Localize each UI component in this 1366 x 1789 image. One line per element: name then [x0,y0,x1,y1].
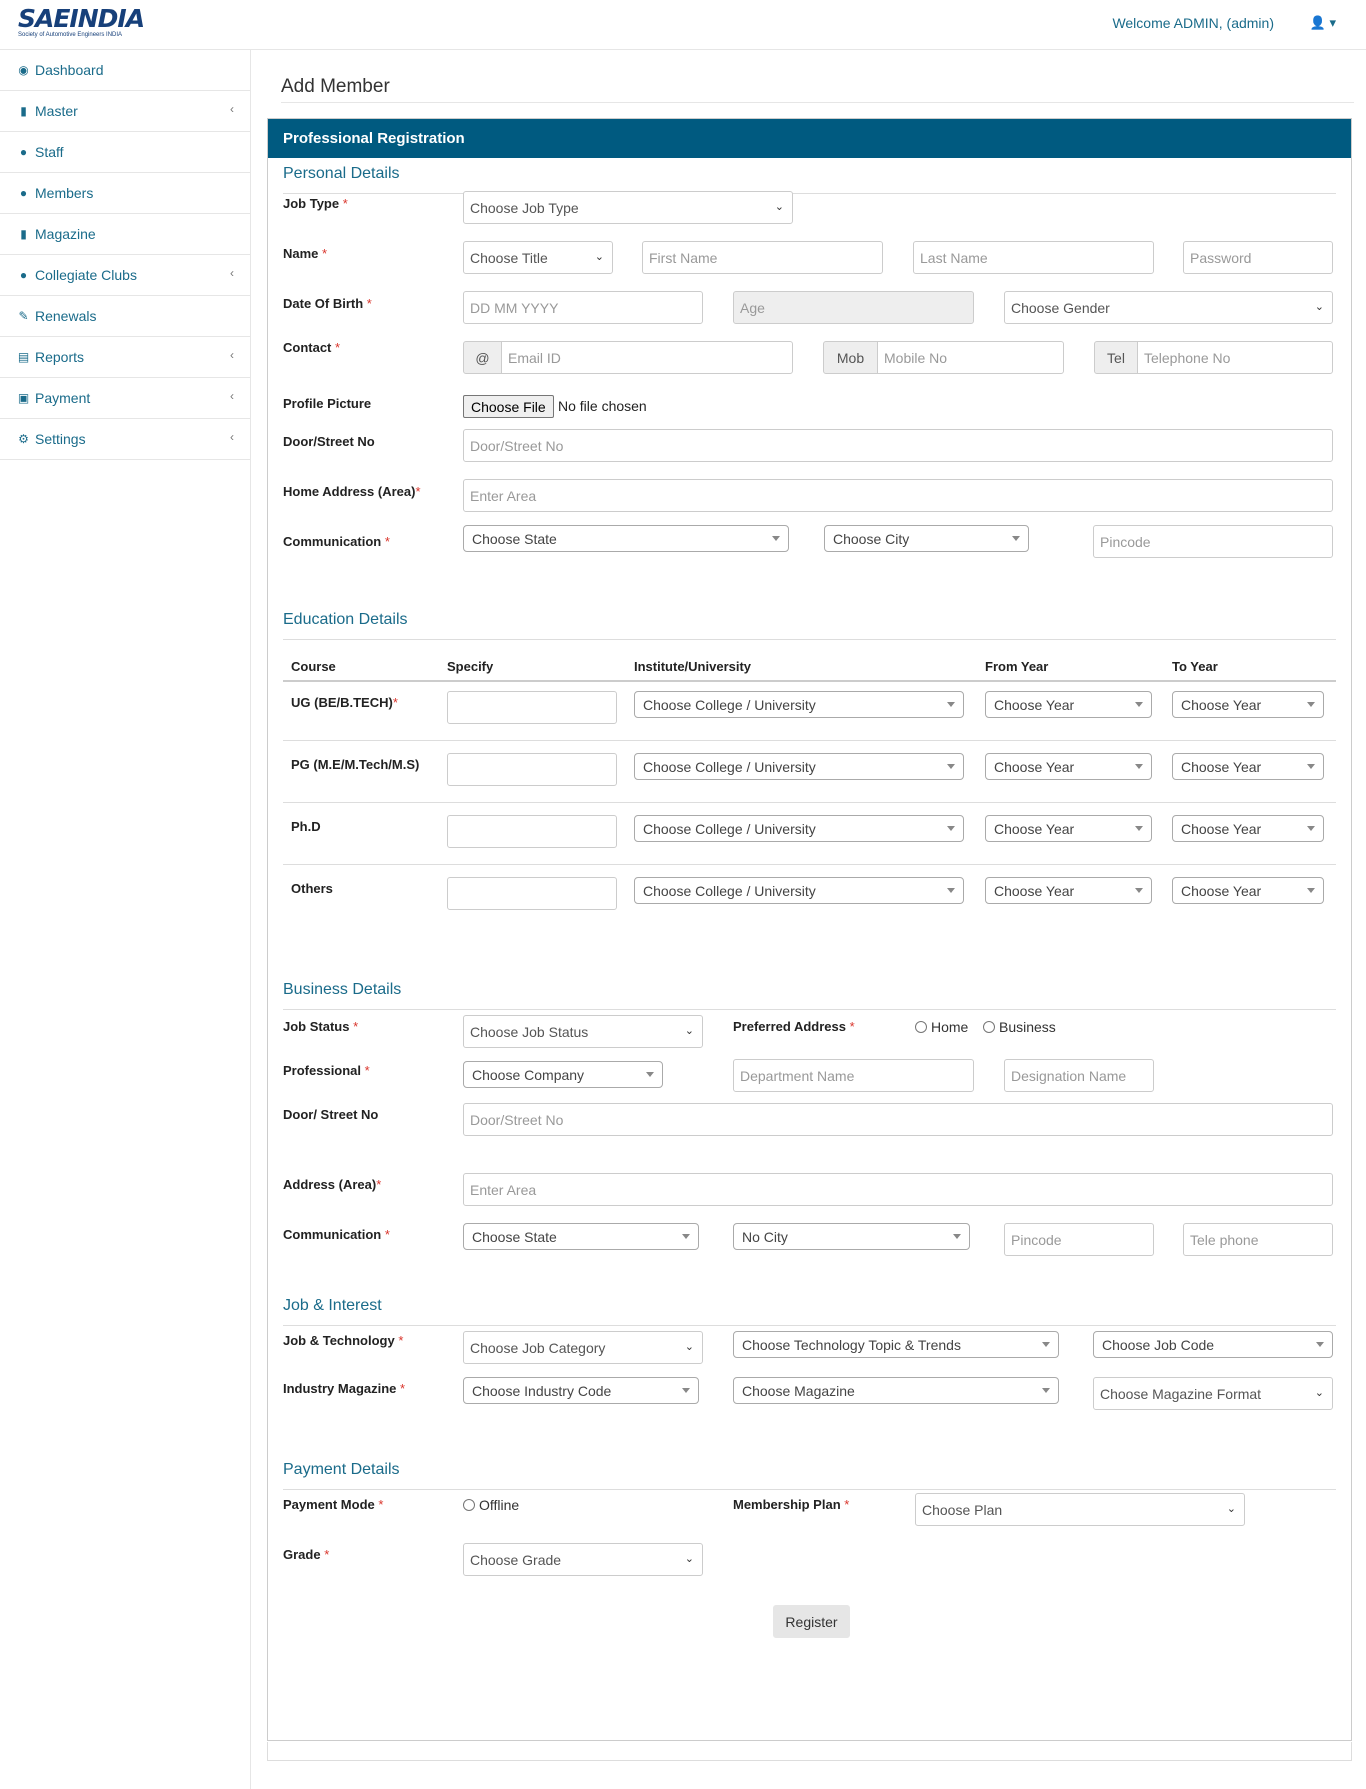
section-divider [283,193,1336,194]
title-divider [281,102,1354,103]
section-divider [283,639,1336,640]
no-file-text: No file chosen [558,398,647,414]
select-value: Choose Technology Topic & Trends [742,1336,961,1353]
required-mark: * [849,1019,855,1034]
dropdown-arrow-icon [682,1234,690,1239]
col-specify: Specify [447,659,494,674]
job-type-select[interactable] [463,191,793,224]
required-mark: * [364,1063,370,1078]
dropdown-arrow-icon [772,536,780,541]
dropdown-arrow-icon [1307,764,1315,769]
chevron-down-icon: ⌄ [684,1553,694,1565]
sidebar-item-label: Master [35,103,78,119]
mobile-addon: Mob [823,341,878,374]
required-mark: * [335,340,341,355]
preferred-address-label [733,1019,855,1034]
label-text: Membership Plan [733,1497,841,1512]
label-text: Grade [283,1547,321,1562]
dropdown-arrow-icon [646,1072,654,1077]
radio-circle [463,1499,475,1511]
sidebar-item-dashboard[interactable] [0,50,250,91]
company-select[interactable] [463,1061,663,1088]
to-year-select[interactable] [1172,753,1324,780]
chevron-down-icon: ⌄ [684,1025,694,1037]
first-name-input[interactable]: First Name [642,241,883,274]
panel-title: Professional Registration [268,119,1351,158]
radio-label: Business [999,1019,1056,1035]
payment-details-section [283,1461,1336,1490]
select-value: Choose College / University [643,882,816,899]
sidebar-item-label: Renewals [35,308,97,324]
course-name [291,881,333,896]
col-from-year: From Year [985,659,1049,674]
label-text: Home Address (Area) [283,484,416,499]
dropdown-arrow-icon [1135,702,1143,707]
list-icon: ▤ [17,350,30,364]
business-communication-label [283,1227,390,1242]
label-text: Job Status [283,1019,350,1034]
dropdown-arrow-icon [953,1234,961,1239]
required-mark: * [398,1333,404,1348]
business-details-section [283,981,1336,1010]
contact-label [283,340,340,355]
professional-label [283,1063,370,1078]
pincode-input[interactable]: Pincode [1093,525,1333,558]
chevron-down-icon: ⌄ [1314,301,1324,313]
telephone-addon: Tel [1094,341,1138,374]
door-street-label: Door/Street No [283,434,375,449]
to-year-select[interactable] [1172,815,1324,842]
radio-offline[interactable] [463,1497,519,1513]
file-icon: ▮ [20,227,27,241]
age-input: Age [733,291,974,324]
label-text: Job & Technology [283,1333,395,1348]
section-title: Business Details [283,981,402,998]
home-area-label [283,484,421,499]
industry-code-select[interactable] [463,1377,699,1404]
business-door-label: Door/ Street No [283,1107,379,1122]
row-divider [283,864,1336,865]
radio-home[interactable] [915,1019,968,1035]
radio-circle [983,1021,995,1033]
job-category-select[interactable] [463,1331,703,1364]
required-mark: * [342,196,348,211]
sidebar-item-label: Dashboard [35,62,104,78]
radio-label: Offline [479,1497,520,1513]
sidebar-item-payment[interactable] [0,378,250,419]
grade-select[interactable] [463,1543,703,1576]
choose-file-button[interactable]: Choose File [463,395,554,418]
section-title: Education Details [283,611,408,628]
business-city-select[interactable] [733,1223,970,1250]
dropdown-arrow-icon [947,826,955,831]
select-value: Choose Title [470,249,548,266]
college-select[interactable] [634,691,964,718]
mobile-input[interactable]: Mobile No [877,341,1064,374]
technology-topic-select[interactable] [733,1331,1059,1358]
required-mark: * [322,246,328,261]
dropdown-arrow-icon [1316,1342,1324,1347]
required-mark: * [324,1547,330,1562]
select-value: Choose College / University [643,696,816,713]
magazine-select[interactable] [733,1377,1059,1404]
header-divider [283,680,1336,682]
course-text: UG (BE/B.TECH) [291,695,393,710]
from-year-select[interactable] [985,877,1152,904]
college-select[interactable] [634,753,964,780]
gear-icon: ⚙ [18,432,29,446]
select-value: Choose Year [994,758,1075,775]
select-value: Choose Year [1181,882,1262,899]
section-title: Job & Interest [283,1297,382,1314]
radio-business[interactable] [983,1019,1056,1035]
sidebar-item-settings[interactable] [0,419,250,460]
dropdown-arrow-icon [1135,764,1143,769]
from-year-select[interactable] [985,691,1152,718]
label-text: Address (Area) [283,1177,377,1192]
business-door-input[interactable]: Door/Street No [463,1103,1333,1136]
sidebar-item-magazine[interactable] [0,214,250,255]
dropdown-arrow-icon [1012,536,1020,541]
email-input[interactable]: Email ID [501,341,793,374]
label-text: Communication [283,1227,382,1242]
select-value: Choose Grade [470,1551,562,1568]
chevron-down-icon: ⌄ [1314,1387,1324,1399]
password-input[interactable]: Password [1183,241,1333,274]
email-addon: @ [463,341,502,374]
business-area-input[interactable]: Enter Area [463,1173,1333,1206]
section-divider [283,1325,1336,1326]
designation-input[interactable]: Designation Name [1004,1059,1154,1092]
sidebar-item-master[interactable] [0,91,250,132]
radio-label: Home [931,1019,969,1035]
required-mark: * [384,534,390,549]
file-icon: ▮ [20,104,27,118]
select-value: Choose Year [1181,696,1262,713]
registration-panel [267,118,1352,1741]
profile-picture-label: Profile Picture [283,396,372,411]
section-title: Payment Details [283,1461,400,1478]
education-details-section [283,611,1336,640]
label-text: Date Of Birth [283,296,364,311]
payment-mode-label [283,1497,383,1512]
sidebar-item-label: Staff [35,144,64,160]
job-technology-label [283,1333,403,1348]
select-value: Choose Magazine Format [1100,1385,1262,1402]
user-menu-toggle[interactable] [1310,15,1336,31]
money-icon: ▣ [17,391,30,405]
job-status-label [283,1019,358,1034]
course-text: Ph.D [291,819,321,834]
education-table [283,649,1336,899]
page-title: Add Member [281,76,390,97]
sidebar-item-label: Settings [35,431,86,447]
required-mark: * [384,1227,390,1242]
select-value: Choose College / University [643,820,816,837]
dashboard-icon: ◉ [18,63,29,77]
select-value: Choose College / University [643,758,816,775]
chevron-down-icon: ⌄ [684,1341,694,1353]
chevron-left-icon: ‹ [230,430,234,444]
dropdown-arrow-icon [1135,888,1143,893]
required-mark: * [353,1019,359,1034]
select-value: Choose State [472,530,557,547]
personal-details-section [283,165,1336,194]
logo-subtitle: Society of Automotive Engineers INDIA [18,32,123,38]
col-institute: Institute/University [634,659,752,674]
job-interest-section [283,1297,1336,1326]
chevron-left-icon: ‹ [230,266,234,280]
city-select[interactable] [824,525,1029,552]
row-divider [283,802,1336,803]
sidebar-item-label: Members [35,185,94,201]
select-value: Choose Job Status [470,1023,589,1040]
college-select[interactable] [634,815,964,842]
dropdown-arrow-icon [682,1388,690,1393]
dropdown-arrow-icon [947,888,955,893]
gender-select[interactable] [1004,291,1333,324]
select-value: Choose Company [472,1066,585,1083]
register-button[interactable]: Register [773,1605,850,1638]
dropdown-arrow-icon [947,764,955,769]
welcome-text: Welcome ADMIN, (admin) [1112,15,1274,31]
course-name [291,757,419,772]
chevron-left-icon: ‹ [230,389,234,403]
membership-plan-label [733,1497,849,1512]
section-divider [283,1489,1336,1490]
user-icon: ● [19,268,28,282]
name-label [283,246,327,261]
select-value: Choose Plan [922,1501,1003,1518]
dropdown-arrow-icon [1042,1388,1050,1393]
label-text: Communication [283,534,382,549]
select-value: No City [742,1228,788,1245]
required-mark: * [844,1497,850,1512]
panel-footer [267,1742,1352,1761]
home-area-input[interactable]: Enter Area [463,479,1333,512]
door-street-input[interactable]: Door/Street No [463,429,1333,462]
user-icon: 👤 [1309,15,1326,30]
dropdown-arrow-icon [1307,888,1315,893]
from-year-select[interactable] [985,753,1152,780]
business-telephone-input[interactable]: Tele phone [1183,1223,1333,1256]
to-year-select[interactable] [1172,877,1324,904]
to-year-select[interactable] [1172,691,1324,718]
required-mark: * [415,484,421,499]
specify-input[interactable] [447,753,617,786]
state-select[interactable] [463,525,789,552]
col-to-year: To Year [1172,659,1218,674]
dob-label [283,296,372,311]
telephone-input[interactable]: Telephone No [1137,341,1333,374]
sidebar-item-label: Collegiate Clubs [35,267,137,283]
course-name [291,819,321,834]
label-text: Preferred Address [733,1019,846,1034]
caret-down-icon: ▾ [1329,15,1336,30]
label-text: Contact [283,340,332,355]
label-text: Job Type [283,196,340,211]
course-text: PG (M.E/M.Tech/M.S) [291,757,420,772]
select-value: Choose Job Category [470,1339,606,1356]
from-year-select[interactable] [985,815,1152,842]
job-status-select[interactable] [463,1015,703,1048]
last-name-input[interactable]: Last Name [913,241,1154,274]
required-mark: * [376,1177,382,1192]
specify-input[interactable] [447,877,617,910]
specify-input[interactable] [447,815,617,848]
select-value: Choose Job Code [1102,1336,1215,1353]
select-value: Choose Industry Code [472,1382,612,1399]
label-text: Industry Magazine [283,1381,397,1396]
required-mark: * [392,695,398,710]
select-value: Choose Year [994,696,1075,713]
title-select[interactable] [463,241,613,274]
dropdown-arrow-icon [947,702,955,707]
select-value: Choose Job Type [470,199,579,216]
top-bar [0,0,1366,50]
dropdown-arrow-icon [1042,1342,1050,1347]
sidebar [0,50,251,1789]
section-title: Personal Details [283,165,400,182]
course-name [291,695,398,710]
sidebar-item-label: Magazine [35,226,96,242]
grade-label [283,1547,329,1562]
chevron-down-icon: ⌄ [1226,1503,1236,1515]
required-mark: * [400,1381,406,1396]
membership-plan-select[interactable] [915,1493,1245,1526]
dob-input[interactable]: DD MM YYYY [463,291,703,324]
row-divider [283,740,1336,741]
label-text: Payment Mode [283,1497,375,1512]
dropdown-arrow-icon [1307,826,1315,831]
required-mark: * [378,1497,384,1512]
specify-input[interactable] [447,691,617,724]
user-icon: ● [19,145,28,159]
select-value: Choose Year [1181,820,1262,837]
business-pincode-input[interactable]: Pincode [1004,1223,1154,1256]
select-value: Choose State [472,1228,557,1245]
course-text: Others [291,881,333,896]
section-divider [283,1009,1336,1010]
sidebar-item-staff[interactable] [0,132,250,173]
radio-circle [915,1021,927,1033]
select-value: Choose Magazine [742,1382,855,1399]
college-select[interactable] [634,877,964,904]
chevron-down-icon: ⌄ [594,251,604,263]
users-icon: ● [19,186,28,200]
label-text: Professional [283,1063,362,1078]
dropdown-arrow-icon [1135,826,1143,831]
sidebar-item-renewals[interactable] [0,296,250,337]
department-input[interactable]: Department Name [733,1059,974,1092]
select-value: Choose Year [994,882,1075,899]
chevron-left-icon: ‹ [230,102,234,116]
required-mark: * [366,296,372,311]
col-course: Course [291,659,336,674]
chevron-left-icon: ‹ [230,348,234,362]
job-code-select[interactable] [1093,1331,1333,1358]
saeindia-logo[interactable] [18,6,146,40]
select-value: Choose Year [994,820,1075,837]
communication-label [283,534,390,549]
select-value: Choose Gender [1011,299,1110,316]
magazine-format-select[interactable] [1093,1377,1333,1410]
business-state-select[interactable] [463,1223,699,1250]
edit-icon: ✎ [18,309,29,323]
job-type-label [283,196,348,211]
sidebar-item-label: Reports [35,349,85,365]
business-area-label [283,1177,381,1192]
sidebar-item-members[interactable] [0,173,250,214]
label-text: Name [283,246,319,261]
select-value: Choose City [833,530,910,547]
industry-magazine-label [283,1381,405,1396]
logo-text: SAEINDIA [18,4,145,33]
sidebar-item-collegiate-clubs[interactable] [0,255,250,296]
dropdown-arrow-icon [1307,702,1315,707]
sidebar-item-reports[interactable] [0,337,250,378]
sidebar-item-label: Payment [35,390,91,406]
chevron-down-icon: ⌄ [774,201,784,213]
select-value: Choose Year [1181,758,1262,775]
